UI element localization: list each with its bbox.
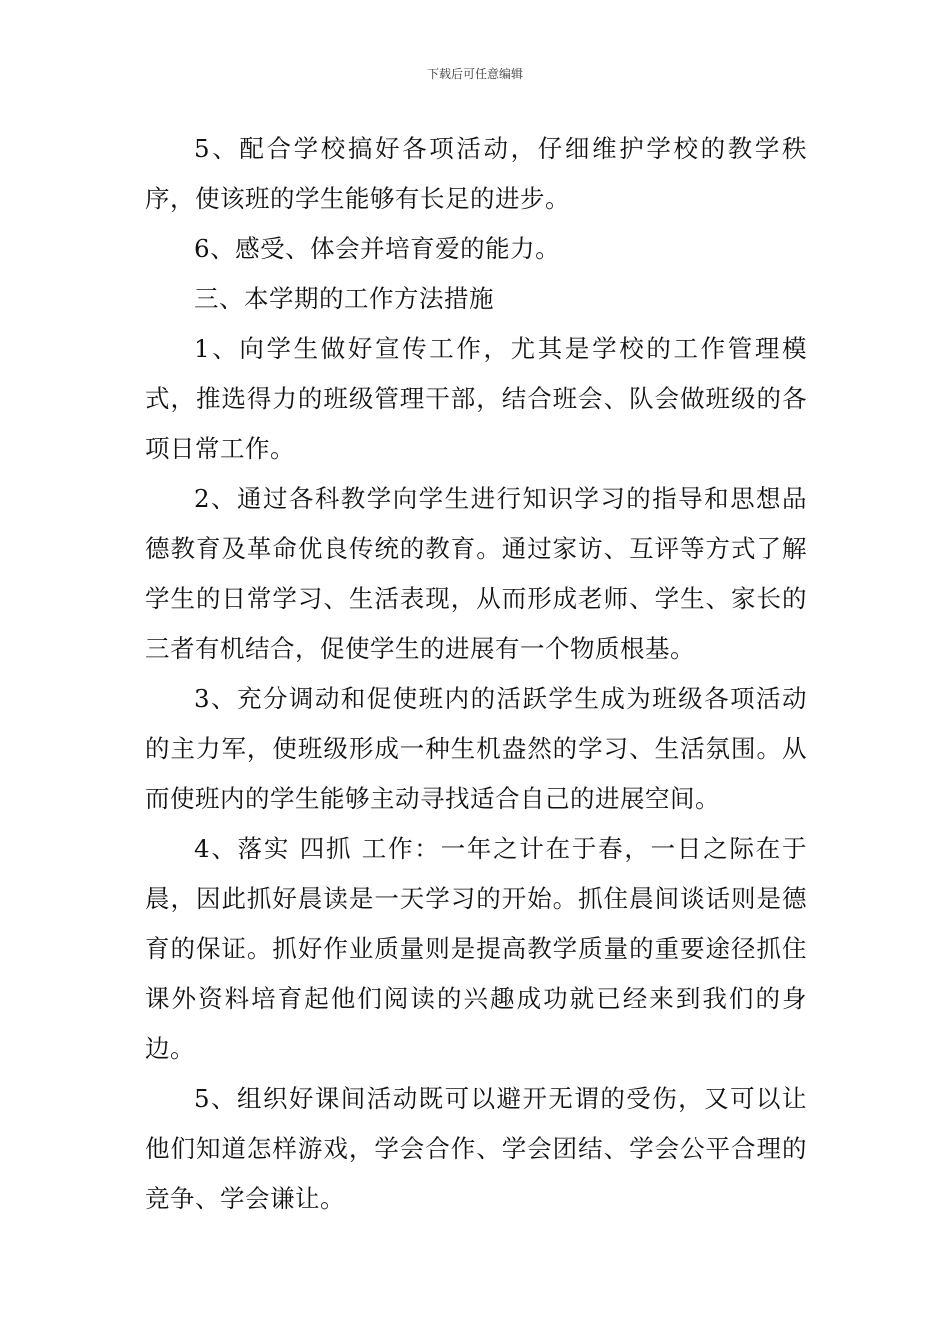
document-body [145, 124, 807, 1224]
paragraph-method-1: 1、向学生做好宣传工作，尤其是学校的工作管理模式，推选得力的班级管理干部，结合班会、队会做班级的各项日常工作。 [145, 334, 807, 463]
paragraph-activity-6: 6、感受、体会并培育爱的能力。 [194, 234, 561, 263]
section-heading-methods: 三、本学期的工作方法措施 [194, 284, 494, 313]
paragraph-method-5: 5、组织好课间活动既可以避开无谓的受伤，又可以让他们知道怎样游戏，学会合作、学会团结、学会公平合理的竞争、学会谦让。 [145, 1084, 807, 1213]
paragraph-method-3: 3、充分调动和促使班内的活跃学生成为班级各项活动的主力军，使班级形成一种生机盎然的学习、生活氛围。从而使班内的学生能够主动寻找适合自己的进展空间。 [145, 684, 807, 813]
paragraph-method-4: 4、落实 四抓 工作：一年之计在于春，一日之际在于晨，因此抓好晨读是一天学习的开始。抓住晨间谈话则是德育的保证。抓好作业质量则是提高教学质量的重要途径抓住课外资料培育起他们阅读的兴趣成功就已经来到我们的身边。 [145, 834, 807, 1063]
page-header: 下载后可任意编辑 [426, 67, 523, 81]
paragraph-activity-5: 5、配合学校搞好各项活动，仔细维护学校的教学秩序，使该班的学生能够有长足的进步。 [145, 134, 807, 213]
paragraph-method-2: 2、通过各科教学向学生进行知识学习的指导和思想品德教育及革命优良传统的教育。通过家访、互评等方式了解学生的日常学习、生活表现，从而形成老师、学生、家长的三者有机结合，促使学生的进展有一个物质根基。 [145, 484, 807, 663]
